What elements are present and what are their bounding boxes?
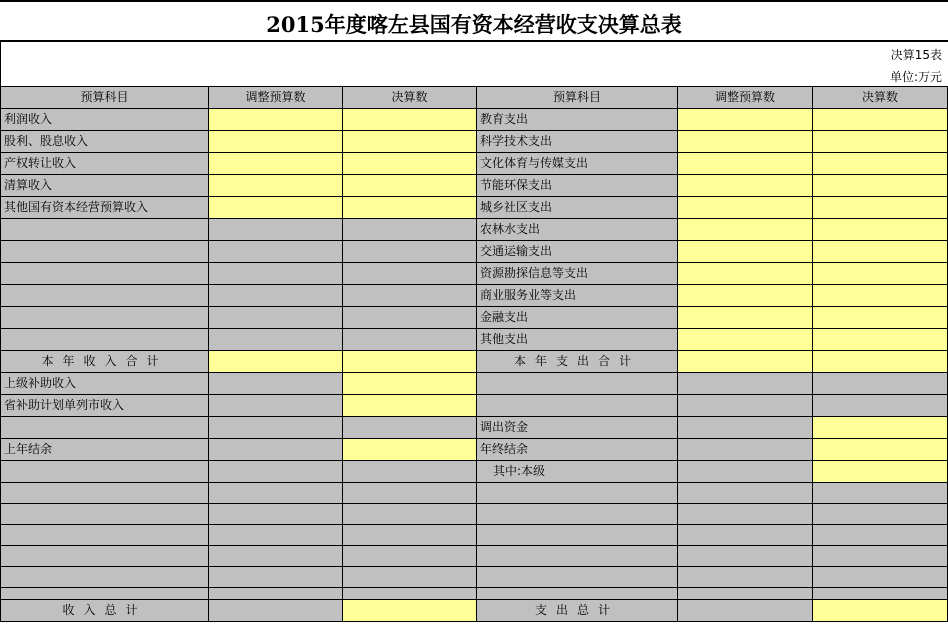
income-total-label: 收入总计 bbox=[1, 600, 209, 622]
province-subsidy-final-cell[interactable] bbox=[343, 395, 477, 417]
income-subtotal-adjusted-cell[interactable] bbox=[209, 351, 343, 373]
empty-cell bbox=[209, 329, 343, 351]
expense-item-label: 城乡社区支出 bbox=[477, 197, 678, 219]
empty-cell bbox=[813, 483, 948, 504]
empty-cell bbox=[813, 395, 948, 417]
upper-subsidy-final-cell[interactable] bbox=[343, 373, 477, 395]
table-row bbox=[1, 263, 948, 285]
empty-cell bbox=[1, 546, 209, 567]
empty-cell bbox=[678, 546, 813, 567]
page-title: 2015年度喀左县国有资本经营收支决算总表 bbox=[266, 12, 682, 37]
table-row bbox=[1, 197, 948, 219]
empty-cell bbox=[813, 546, 948, 567]
empty-cell bbox=[209, 373, 343, 395]
expense-subtotal-final-cell[interactable] bbox=[813, 351, 948, 373]
income-final-cell[interactable] bbox=[343, 175, 477, 197]
empty-cell bbox=[813, 588, 948, 600]
empty-cell bbox=[343, 588, 477, 600]
empty-cell bbox=[343, 263, 477, 285]
empty-cell bbox=[343, 483, 477, 504]
upper-subsidy-label: 上级补助收入 bbox=[1, 373, 209, 395]
empty-cell bbox=[209, 439, 343, 461]
header-right-final: 决算数 bbox=[813, 87, 948, 109]
empty-cell bbox=[477, 504, 678, 525]
expense-adjusted-cell[interactable] bbox=[678, 219, 813, 241]
empty-cell bbox=[343, 417, 477, 439]
header-right-item: 预算科目 bbox=[477, 87, 678, 109]
expense-final-cell[interactable] bbox=[813, 153, 948, 175]
table-row bbox=[1, 439, 948, 461]
empty-cell bbox=[209, 461, 343, 483]
empty-cell bbox=[209, 588, 343, 600]
income-adjusted-cell[interactable] bbox=[209, 153, 343, 175]
empty-cell bbox=[1, 567, 209, 588]
transfer-out-final-cell[interactable] bbox=[813, 417, 948, 439]
empty-cell bbox=[343, 329, 477, 351]
empty-cell bbox=[813, 504, 948, 525]
expense-final-cell[interactable] bbox=[813, 241, 948, 263]
table-row bbox=[1, 373, 948, 395]
expense-final-cell[interactable] bbox=[813, 219, 948, 241]
empty-cell bbox=[343, 525, 477, 546]
expense-final-cell[interactable] bbox=[813, 285, 948, 307]
left-border bbox=[0, 42, 1, 86]
empty-cell bbox=[1, 285, 209, 307]
empty-cell bbox=[209, 567, 343, 588]
header-row bbox=[1, 87, 948, 109]
expense-adjusted-cell[interactable] bbox=[678, 307, 813, 329]
expense-total-label: 支出总计 bbox=[477, 600, 678, 622]
table-row bbox=[1, 153, 948, 175]
empty-cell bbox=[1, 241, 209, 263]
prior-balance-label: 上年结余 bbox=[1, 439, 209, 461]
empty-cell bbox=[678, 373, 813, 395]
expense-adjusted-cell[interactable] bbox=[678, 197, 813, 219]
empty-cell bbox=[343, 546, 477, 567]
empty-cell bbox=[477, 588, 678, 600]
table-row bbox=[1, 588, 948, 600]
empty-cell bbox=[209, 219, 343, 241]
expense-item-label: 其他支出 bbox=[477, 329, 678, 351]
income-subtotal-final-cell[interactable] bbox=[343, 351, 477, 373]
expense-adjusted-cell[interactable] bbox=[678, 329, 813, 351]
empty-cell bbox=[343, 504, 477, 525]
empty-cell bbox=[678, 504, 813, 525]
province-subsidy-label: 省补助计划单列市收入 bbox=[1, 395, 209, 417]
empty-cell bbox=[209, 504, 343, 525]
empty-cell bbox=[477, 525, 678, 546]
table-row bbox=[1, 461, 948, 483]
expense-final-cell[interactable] bbox=[813, 263, 948, 285]
table-row bbox=[1, 329, 948, 351]
table-row bbox=[1, 285, 948, 307]
empty-cell bbox=[813, 525, 948, 546]
empty-cell bbox=[209, 600, 343, 622]
expense-item-label: 教育支出 bbox=[477, 109, 678, 131]
income-total-final-cell[interactable] bbox=[343, 600, 477, 622]
empty-cell bbox=[678, 461, 813, 483]
income-final-cell[interactable] bbox=[343, 109, 477, 131]
empty-cell bbox=[343, 307, 477, 329]
empty-cell bbox=[209, 307, 343, 329]
expense-item-label: 交通运输支出 bbox=[477, 241, 678, 263]
empty-cell bbox=[1, 329, 209, 351]
income-final-cell[interactable] bbox=[343, 197, 477, 219]
title-bar bbox=[0, 0, 948, 42]
budget-table bbox=[0, 86, 948, 622]
expense-adjusted-cell[interactable] bbox=[678, 131, 813, 153]
prior-balance-final-cell[interactable] bbox=[343, 439, 477, 461]
empty-cell bbox=[477, 395, 678, 417]
empty-cell bbox=[678, 567, 813, 588]
expense-item-label: 资源勘探信息等支出 bbox=[477, 263, 678, 285]
header-right-adjusted: 调整预算数 bbox=[678, 87, 813, 109]
header-left-final: 决算数 bbox=[343, 87, 477, 109]
expense-subtotal-label: 本年支出合计 bbox=[477, 351, 678, 373]
expense-item-label: 商业服务业等支出 bbox=[477, 285, 678, 307]
empty-cell bbox=[343, 461, 477, 483]
table-number: 决算15表 bbox=[890, 48, 942, 62]
table-row bbox=[1, 175, 948, 197]
empty-cell bbox=[477, 373, 678, 395]
subtotal-row bbox=[1, 351, 948, 373]
expense-item-label: 科学技术支出 bbox=[477, 131, 678, 153]
expense-total-final-cell[interactable] bbox=[813, 600, 948, 622]
empty-cell bbox=[1, 504, 209, 525]
empty-cell bbox=[1, 483, 209, 504]
empty-cell bbox=[209, 241, 343, 263]
empty-cell bbox=[678, 439, 813, 461]
unit-label: 单位:万元 bbox=[889, 70, 942, 84]
empty-cell bbox=[1, 307, 209, 329]
empty-cell bbox=[813, 567, 948, 588]
empty-cell bbox=[678, 600, 813, 622]
header-left-item: 预算科目 bbox=[1, 87, 209, 109]
expense-item-label: 文化体育与传媒支出 bbox=[477, 153, 678, 175]
empty-cell bbox=[209, 546, 343, 567]
table-row bbox=[1, 307, 948, 329]
year-end-balance-label: 年终结余 bbox=[477, 439, 678, 461]
empty-cell bbox=[678, 525, 813, 546]
expense-final-cell[interactable] bbox=[813, 109, 948, 131]
empty-cell bbox=[343, 219, 477, 241]
income-item-label: 清算收入 bbox=[1, 175, 209, 197]
expense-item-label: 农林水支出 bbox=[477, 219, 678, 241]
expense-item-label: 金融支出 bbox=[477, 307, 678, 329]
expense-adjusted-cell[interactable] bbox=[678, 109, 813, 131]
expense-final-cell[interactable] bbox=[813, 197, 948, 219]
income-adjusted-cell[interactable] bbox=[209, 175, 343, 197]
expense-adjusted-cell[interactable] bbox=[678, 285, 813, 307]
income-item-label: 股利、股息收入 bbox=[1, 131, 209, 153]
empty-cell bbox=[209, 483, 343, 504]
expense-final-cell[interactable] bbox=[813, 175, 948, 197]
table-row bbox=[1, 417, 948, 439]
of-which-local-label: 其中:本级 bbox=[477, 461, 678, 483]
expense-adjusted-cell[interactable] bbox=[678, 241, 813, 263]
expense-item-label: 节能环保支出 bbox=[477, 175, 678, 197]
empty-cell bbox=[1, 263, 209, 285]
empty-cell bbox=[1, 461, 209, 483]
table-row bbox=[1, 525, 948, 546]
income-subtotal-label: 本年收入合计 bbox=[1, 351, 209, 373]
empty-cell bbox=[343, 285, 477, 307]
income-item-label: 利润收入 bbox=[1, 109, 209, 131]
empty-cell bbox=[1, 525, 209, 546]
year-end-balance-final-cell[interactable] bbox=[813, 439, 948, 461]
expense-subtotal-adjusted-cell[interactable] bbox=[678, 351, 813, 373]
expense-final-cell[interactable] bbox=[813, 131, 948, 153]
empty-cell bbox=[1, 588, 209, 600]
empty-cell bbox=[209, 285, 343, 307]
income-adjusted-cell[interactable] bbox=[209, 197, 343, 219]
empty-cell bbox=[1, 417, 209, 439]
empty-cell bbox=[343, 567, 477, 588]
income-final-cell[interactable] bbox=[343, 131, 477, 153]
empty-cell bbox=[477, 483, 678, 504]
table-row bbox=[1, 241, 948, 263]
table-row bbox=[1, 546, 948, 567]
header-left-adjusted: 调整预算数 bbox=[209, 87, 343, 109]
income-adjusted-cell[interactable] bbox=[209, 131, 343, 153]
expense-adjusted-cell[interactable] bbox=[678, 153, 813, 175]
empty-cell bbox=[343, 241, 477, 263]
expense-adjusted-cell[interactable] bbox=[678, 175, 813, 197]
expense-final-cell[interactable] bbox=[813, 307, 948, 329]
table-row bbox=[1, 131, 948, 153]
expense-final-cell[interactable] bbox=[813, 329, 948, 351]
total-row bbox=[1, 600, 948, 622]
empty-cell bbox=[678, 395, 813, 417]
empty-cell bbox=[678, 417, 813, 439]
table-row bbox=[1, 567, 948, 588]
income-final-cell[interactable] bbox=[343, 153, 477, 175]
empty-cell bbox=[209, 417, 343, 439]
empty-cell bbox=[678, 483, 813, 504]
income-item-label: 其他国有资本经营预算收入 bbox=[1, 197, 209, 219]
empty-cell bbox=[678, 588, 813, 600]
empty-cell bbox=[1, 219, 209, 241]
of-which-local-final-cell[interactable] bbox=[813, 461, 948, 483]
empty-cell bbox=[209, 263, 343, 285]
table-row bbox=[1, 504, 948, 525]
empty-cell bbox=[813, 373, 948, 395]
table-row bbox=[1, 483, 948, 504]
expense-adjusted-cell[interactable] bbox=[678, 263, 813, 285]
empty-cell bbox=[209, 395, 343, 417]
empty-cell bbox=[477, 546, 678, 567]
table-row bbox=[1, 219, 948, 241]
empty-cell bbox=[477, 567, 678, 588]
income-adjusted-cell[interactable] bbox=[209, 109, 343, 131]
table-row bbox=[1, 109, 948, 131]
transfer-out-label: 调出资金 bbox=[477, 417, 678, 439]
table-row bbox=[1, 395, 948, 417]
income-item-label: 产权转让收入 bbox=[1, 153, 209, 175]
empty-cell bbox=[209, 525, 343, 546]
